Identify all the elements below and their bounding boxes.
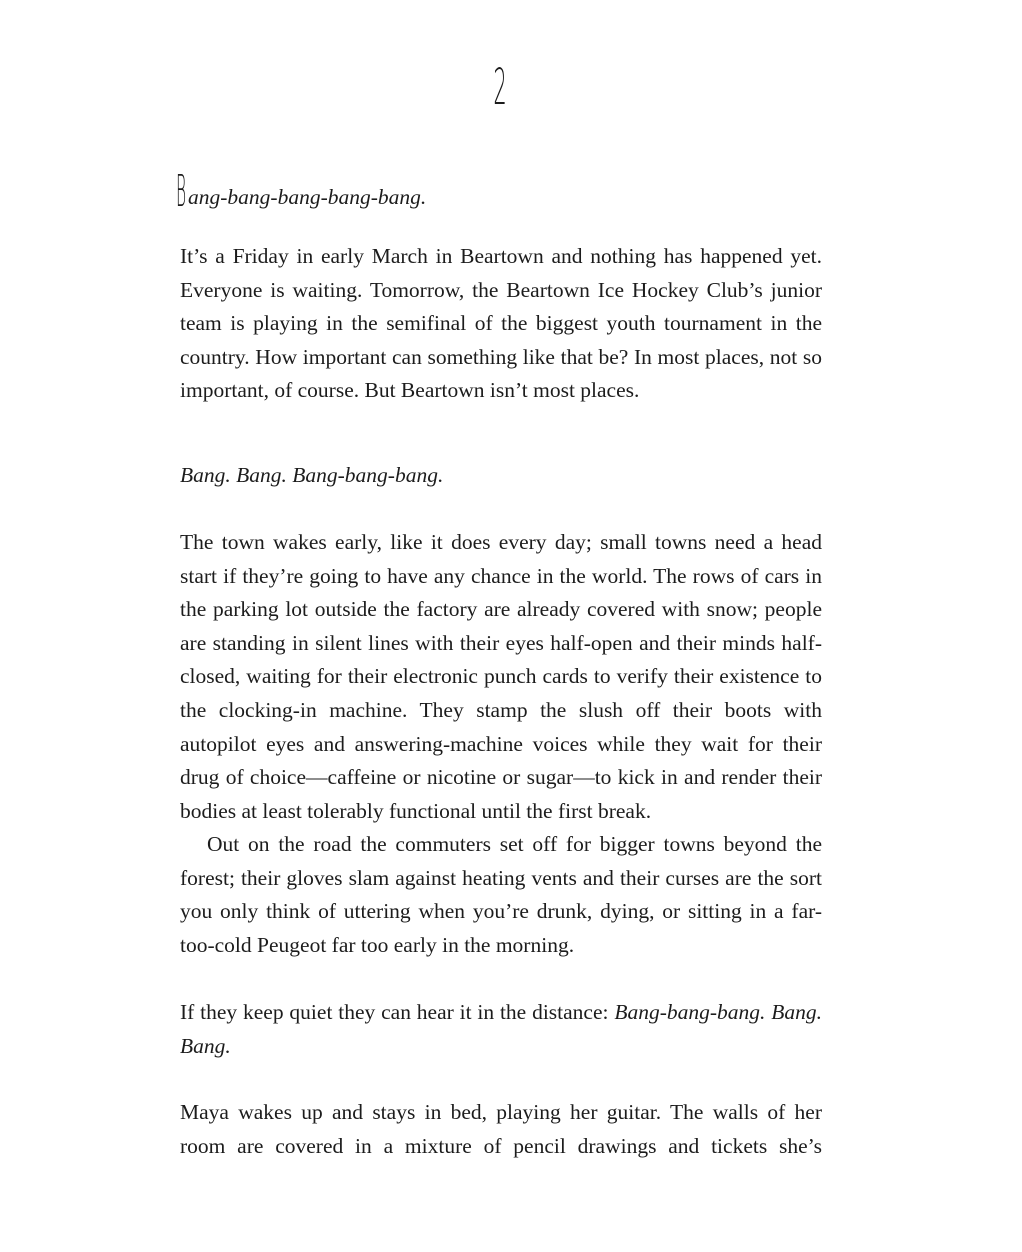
chapter-number: 2 — [493, 58, 507, 116]
paragraph-6: Maya wakes up and stays in bed, playing her guitar. The walls of her room are covered in a mixture of pencil drawings and tickets she’s — [180, 1100, 822, 1158]
paragraph-3: The town wakes early, like it does every day; small towns need a head start if they’re going to have any chance in the world. The rows of cars in the parking lot outside the factory are already covered with snow; people are standing in silent lines with their eyes half-open and their minds half-closed, waiting for their electronic punch cards to verify their existence to the clocking-in machine. They stamp the slush off their boots with autopilot eyes and answering-machine voices while they wait for their drug of choice—caffeine or nicotine or sugar—to kick in and render their bodies at least tolerably functional until the first break. — [180, 530, 822, 823]
paragraph-5 — [180, 996, 822, 1063]
paragraph-4: Out on the road the commuters set off for bigger towns beyond the forest; their gloves slam against heating vents and their curses are the sort you only think of uttering when you’re drunk, dying, or sitting in a far-too-cold Peugeot far too early in the morning. — [180, 832, 822, 957]
paragraph-5-sound: Bang-bang-bang. Bang. Bang. — [180, 1000, 823, 1058]
paragraph-1: It’s a Friday in early March in Beartown and nothing has happened yet. Everyone is waiting. Tomorrow, the Beartown Ice Hockey Club’s junior team is playing in the semifinal of the biggest youth tournament in the country. How important can something like that be? In most places, not so important, of course. But Beartown isn’t most places. — [180, 244, 822, 403]
opening-line — [176, 166, 427, 220]
drop-cap: B — [176, 166, 187, 217]
opening-text: ang-bang-bang-bang-bang. — [188, 185, 427, 209]
paragraph-2: Bang. Bang. Bang-bang-bang. — [180, 463, 444, 487]
paragraph-5-text: If they keep quiet they can hear it in the distance: — [180, 1000, 615, 1024]
